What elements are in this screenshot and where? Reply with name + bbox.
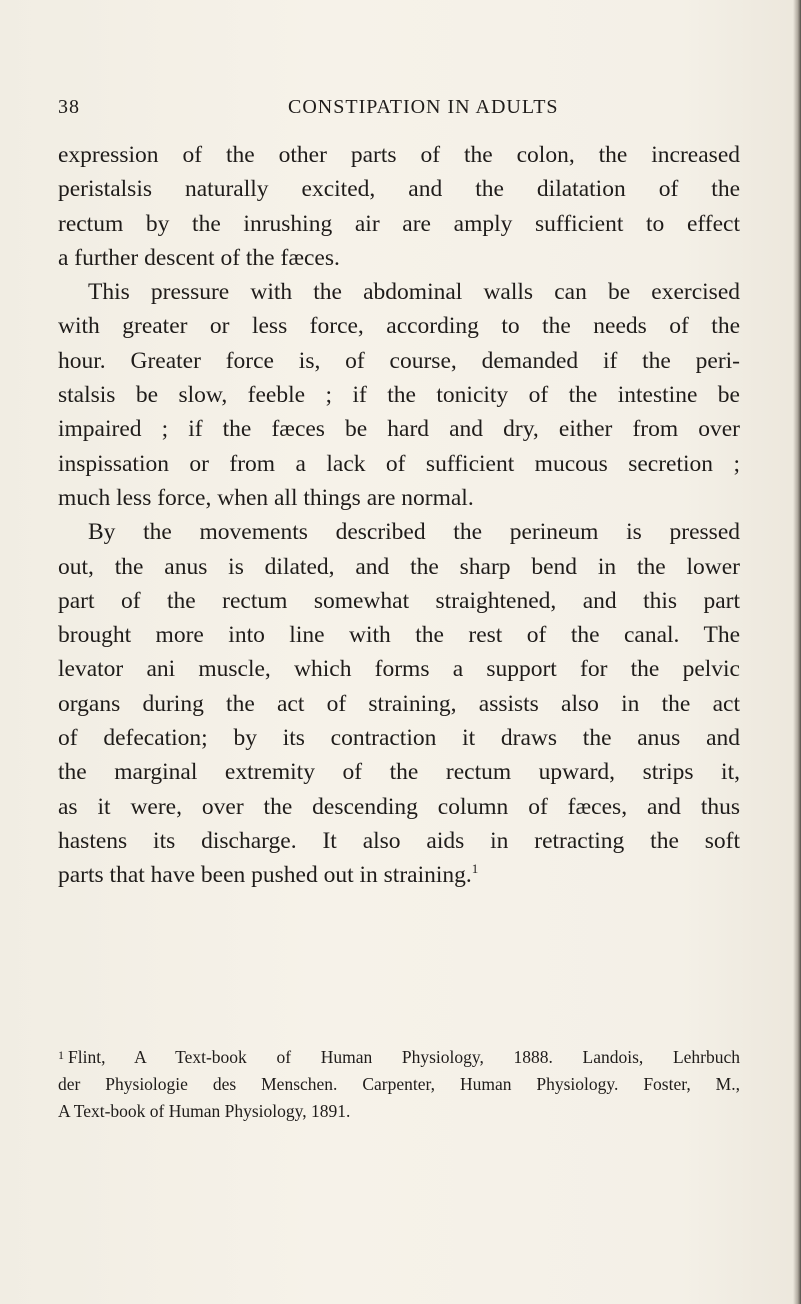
text-line: levator ani muscle, which forms a support for the pelvic xyxy=(58,656,740,683)
text-line: parts that have been pushed out in straining. xyxy=(58,862,472,889)
text-line: expression of the other parts of the colon, the increased xyxy=(58,142,740,168)
text-line: impaired ; if the fæces be hard and dry, either from over xyxy=(58,416,740,443)
text-line: hastens its discharge. It also aids in retracting the soft xyxy=(58,827,740,854)
paragraph-start-line: This pressure with the abdominal walls can be exercised xyxy=(88,279,740,306)
text-line: out, the anus is dilated, and the sharp bend in the lower xyxy=(58,553,740,580)
text-line: of defecation; by its contraction it draws the anus and xyxy=(58,725,740,752)
footnote-reference: 1 xyxy=(471,861,479,877)
text-line: a further descent of the fæces. xyxy=(58,244,340,271)
text-line: organs during the act of straining, assists also in the act xyxy=(58,690,740,717)
footnote-line: der Physiologie des Menschen. Carpenter, Human Physiology. Foster, M., xyxy=(58,1074,740,1094)
page-header xyxy=(58,96,738,128)
text-line: as it were, over the descending column of fæces, and thus xyxy=(58,793,740,820)
footnote-line xyxy=(58,1042,740,1071)
footnote-line: A Text-book of Human Physiology, 1891. xyxy=(58,1101,351,1121)
paragraph-start-line: By the movements described the perineum is pressed xyxy=(88,519,740,546)
text-line: with greater or less force, according to the needs of the xyxy=(58,313,740,340)
text-line-with-footnote xyxy=(58,858,740,892)
text-line: the marginal extremity of the rectum upward, strips it, xyxy=(58,759,740,786)
text-line: brought more into line with the rest of the canal. The xyxy=(58,622,740,649)
text-line: stalsis be slow, feeble ; if the tonicity of the intestine be xyxy=(58,382,740,409)
text-line: rectum by the inrushing air are amply sufficient to effect xyxy=(58,210,740,237)
body-text xyxy=(58,138,740,893)
text-line: part of the rectum somewhat straightened, and this part xyxy=(58,587,740,614)
footnote xyxy=(58,1042,740,1125)
text-line: inspissation or from a lack of sufficient mucous secretion ; xyxy=(58,450,740,477)
text-line: much less force, when all things are normal. xyxy=(58,484,474,511)
page-edge-shadow xyxy=(793,0,801,1304)
footnote-text: Flint, A Text-book of Human Physiology, 1888. Landois, Lehrbuch xyxy=(68,1047,740,1067)
text-line: peristalsis naturally excited, and the dilatation of the xyxy=(58,176,740,203)
page-number: 38 xyxy=(58,96,80,118)
running-head: CONSTIPATION IN ADULTS xyxy=(288,96,559,118)
text-line: hour. Greater force is, of course, demanded if the peri- xyxy=(58,347,740,374)
footnote-marker: 1 xyxy=(58,1048,64,1062)
